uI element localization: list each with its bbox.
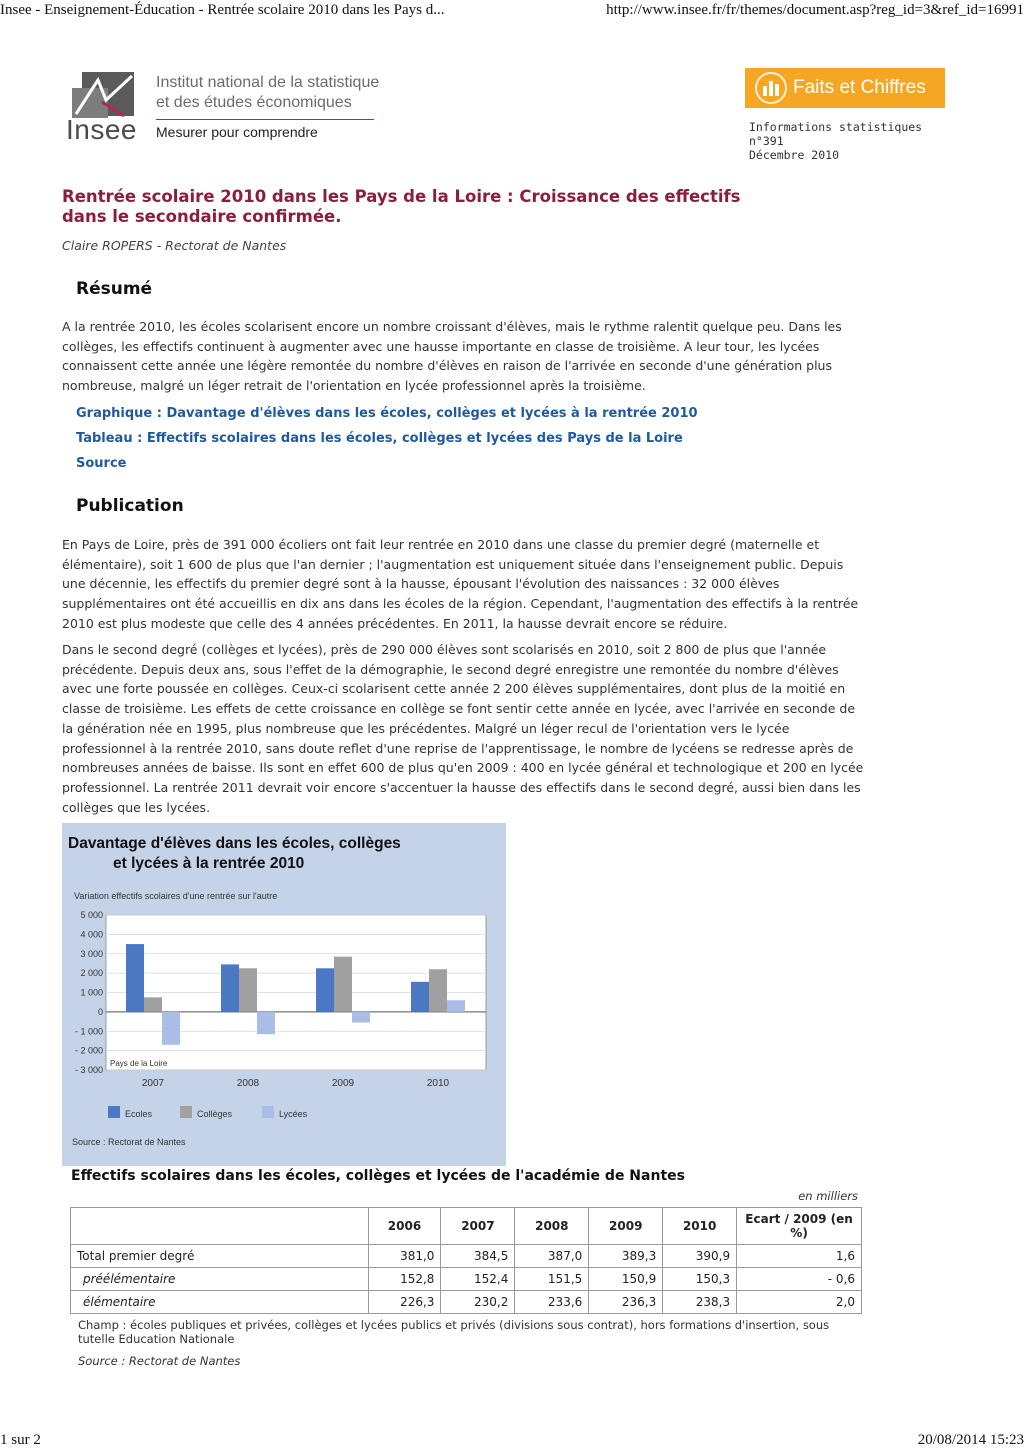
legend-swatch <box>262 1106 274 1118</box>
bar-collèges <box>334 957 352 1012</box>
print-footer-date: 20/08/2014 15:23 <box>917 1432 1024 1448</box>
publication-date: Décembre 2010 <box>749 148 840 162</box>
link-tableau[interactable]: Tableau : Effectifs scolaires dans les écoles, collèges et lycées des Pays de la Loire <box>76 431 683 446</box>
bar-lycées <box>162 1012 180 1045</box>
institute-name-line1: Institut national de la statistique <box>156 74 380 91</box>
table-cell: 1,6 <box>737 1245 862 1268</box>
table-unit: en milliers <box>798 1189 858 1203</box>
y-tick-label: 1 000 <box>80 987 103 998</box>
table-cell: 387,0 <box>515 1245 589 1268</box>
table-row <box>71 1268 862 1291</box>
effectifs-table <box>70 1207 862 1314</box>
table-cell: - 0,6 <box>737 1268 862 1291</box>
table-cell: 381,0 <box>368 1245 441 1268</box>
table-cell: 230,2 <box>441 1291 515 1314</box>
table-cell: 233,6 <box>515 1291 589 1314</box>
hand-chart-icon <box>753 70 789 106</box>
bar-ecoles <box>221 964 239 1011</box>
resume-text: A la rentrée 2010, les écoles scolarisent encore un nombre croissant d'élèves, mais le rythme ralentit quelque peu. Dans les collèges, les effectifs continuent à augmenter avec une hausse importante en classe de troisième. A leur tour, les lycées connaissent cette année une légère remontée du nombre d'élèves en raison de l'arrivée en seconde d'une génération plus nombreuse, malgré un léger retrait de l'orientation en lycée professionnel après la troisième. <box>62 319 842 394</box>
publication-paragraph-2: Dans le second degré (collèges et lycées), près de 290 000 élèves sont scolarisés en 2010, soit 2 800 de plus que l'année précédente. Depuis deux ans, sous l'effet de la démographie, le second degré enregistre une remontée du nombre d'élèves avec une forte poussée en collèges. Ceux-ci scolarisent cette année 2 200 élèves supplémentaires, dont plus de la moitié en classe de troisième. Les effets de cette croissance en collège se font sentir cette année en lycée, avec l'arrivée en seconde de la génération née en 1995, plus nombreuse que les précédentes. Malgré un léger recul de l'orientation vers le lycée professionnel à la rentrée 2010, sans doute reflet d'une reprise de l'apprentissage, le nombre de lycéens se redresse après de nombreuses années de baisse. Ils sont en effet 600 de plus qu'en 2009 : 400 en lycée général et technologique et 200 en lycée professionnel. La rentrée 2011 devrait voir encore s'accentuer la hausse des effectifs dans le second degré, aussi bien dans les collèges que les lycées. <box>62 642 864 815</box>
legend-label: Collèges <box>197 1109 233 1119</box>
bar-lycées <box>352 1012 370 1023</box>
table-cell: 226,3 <box>368 1291 441 1314</box>
table-title: Effectifs scolaires dans les écoles, collèges et lycées de l'académie de Nantes <box>71 1168 685 1184</box>
article-title: Rentrée scolaire 2010 dans les Pays de la Loire : Croissance des effectifs dans le secondaire confirmée. <box>62 187 741 226</box>
table-header-cell: 2010 <box>663 1208 737 1245</box>
legend-label: Lycées <box>279 1109 308 1119</box>
table-row <box>71 1245 862 1268</box>
faits-et-chiffres-badge[interactable] <box>745 68 945 108</box>
institute-name-line2: et des études économiques <box>156 94 352 111</box>
table-header-cell: 2007 <box>441 1208 515 1245</box>
legend-swatch <box>108 1106 120 1118</box>
chart-title-line1: Davantage d'élèves dans les écoles, collèges <box>68 835 401 852</box>
bar-ecoles <box>411 982 429 1012</box>
y-tick-label: 5 000 <box>80 910 103 920</box>
print-header-url: http://www.insee.fr/fr/themes/document.asp?reg_id=3&ref_id=16991 <box>606 2 1024 18</box>
resume-heading: Résumé <box>76 279 153 299</box>
table-cell: 150,3 <box>663 1268 737 1291</box>
table-row-label: Total premier degré <box>71 1245 369 1268</box>
print-footer-page: 1 sur 2 <box>0 1432 41 1448</box>
table-cell: 384,5 <box>441 1245 515 1268</box>
insee-logo-word[interactable]: Insee <box>66 114 137 145</box>
y-tick-label: 3 000 <box>80 948 103 959</box>
table-header-cell: 2008 <box>515 1208 589 1245</box>
bar-collèges <box>429 969 447 1012</box>
y-tick-label: 2 000 <box>80 968 103 979</box>
bar-chart <box>62 823 506 1166</box>
table-cell: 236,3 <box>589 1291 663 1314</box>
table-cell: 151,5 <box>515 1268 589 1291</box>
logo-divider <box>156 119 374 120</box>
article-author: Claire ROPERS - Rectorat de Nantes <box>62 238 287 253</box>
insee-logo-icon[interactable] <box>72 70 138 120</box>
legend-label: Ecoles <box>125 1109 153 1119</box>
y-tick-label: 0 <box>97 1006 103 1017</box>
table-cell: 389,3 <box>589 1245 663 1268</box>
chart-subtitle: Variation effectifs scolaires d'une rentrée sur l'autre <box>74 891 278 901</box>
x-tick-label: 2007 <box>141 1078 165 1089</box>
table-cell: 238,3 <box>663 1291 737 1314</box>
bar-collèges <box>144 997 162 1012</box>
x-tick-label: 2010 <box>426 1078 450 1089</box>
table-cell: 2,0 <box>737 1291 862 1314</box>
chart-source: Source : Rectorat de Nantes <box>72 1137 186 1147</box>
publication-series: Informations statistiques <box>749 120 923 134</box>
table-champ-note: Champ : écoles publiques et privées, collèges et lycées publics et privés (divisions sous contrat), hors formations d'insertion, sous tutelle Education Nationale <box>78 1318 830 1346</box>
chart-title-line2: et lycées à la rentrée 2010 <box>113 855 305 872</box>
bar-ecoles <box>316 968 334 1012</box>
table-cell: 390,9 <box>663 1245 737 1268</box>
table-cell: 152,8 <box>368 1268 441 1291</box>
legend-swatch <box>180 1106 192 1118</box>
bar-lycées <box>447 1000 465 1012</box>
table-header-cell: Ecart / 2009 (en %) <box>737 1208 862 1245</box>
y-tick-label: - 2 000 <box>74 1045 103 1056</box>
table-header-cell: 2006 <box>368 1208 441 1245</box>
y-tick-label: - 3 000 <box>74 1065 103 1075</box>
table-header-row <box>71 1208 862 1245</box>
bar-ecoles <box>126 944 144 1012</box>
table-header-cell: 2009 <box>589 1208 663 1245</box>
table-row-label: préélémentaire <box>71 1268 369 1291</box>
faits-et-chiffres-label: Faits et Chiffres <box>793 77 926 98</box>
publication-paragraph-1: En Pays de Loire, près de 391 000 écoliers ont fait leur rentrée en 2010 dans une classe du premier degré (maternelle et élémentaire), soit 1 600 de plus que l'an dernier ; l'augmentation est uniquement située dans l'enseignement public. Depuis une décennie, les effectifs du premier degré sont à la hausse, épousant l'évolution des naissances : 32 000 élèves supplémentaires ont été accueillis en dix ans dans les écoles de la région. Cependant, l'augmentation des effectifs à la rentrée 2010 est plus modeste que celle des 4 années précédentes. En 2011, la hausse devrait encore se réduire. <box>62 537 859 631</box>
region-label: Pays de la Loire <box>110 1059 168 1068</box>
tagline: Mesurer pour comprendre <box>156 124 318 140</box>
table-cell: 150,9 <box>589 1268 663 1291</box>
table-cell: 152,4 <box>441 1268 515 1291</box>
table-row <box>71 1291 862 1314</box>
publication-heading: Publication <box>76 496 184 516</box>
publication-info <box>749 120 922 162</box>
link-source[interactable]: Source <box>76 456 127 471</box>
table-source: Source : Rectorat de Nantes <box>78 1354 241 1368</box>
y-tick-label: 4 000 <box>80 929 103 940</box>
bar-collèges <box>239 968 257 1012</box>
x-tick-label: 2009 <box>331 1078 355 1089</box>
print-header-title: Insee - Enseignement-Éducation - Rentrée scolaire 2010 dans les Pays d... <box>0 2 445 18</box>
bar-lycées <box>257 1012 275 1034</box>
table-row-label: élémentaire <box>71 1291 369 1314</box>
x-tick-label: 2008 <box>236 1078 260 1089</box>
link-graphique[interactable]: Graphique : Davantage d'élèves dans les écoles, collèges et lycées à la rentrée 2010 <box>76 406 698 421</box>
y-tick-label: - 1 000 <box>74 1026 103 1037</box>
publication-number: n°391 <box>749 134 784 148</box>
table-header-cell <box>71 1208 369 1245</box>
